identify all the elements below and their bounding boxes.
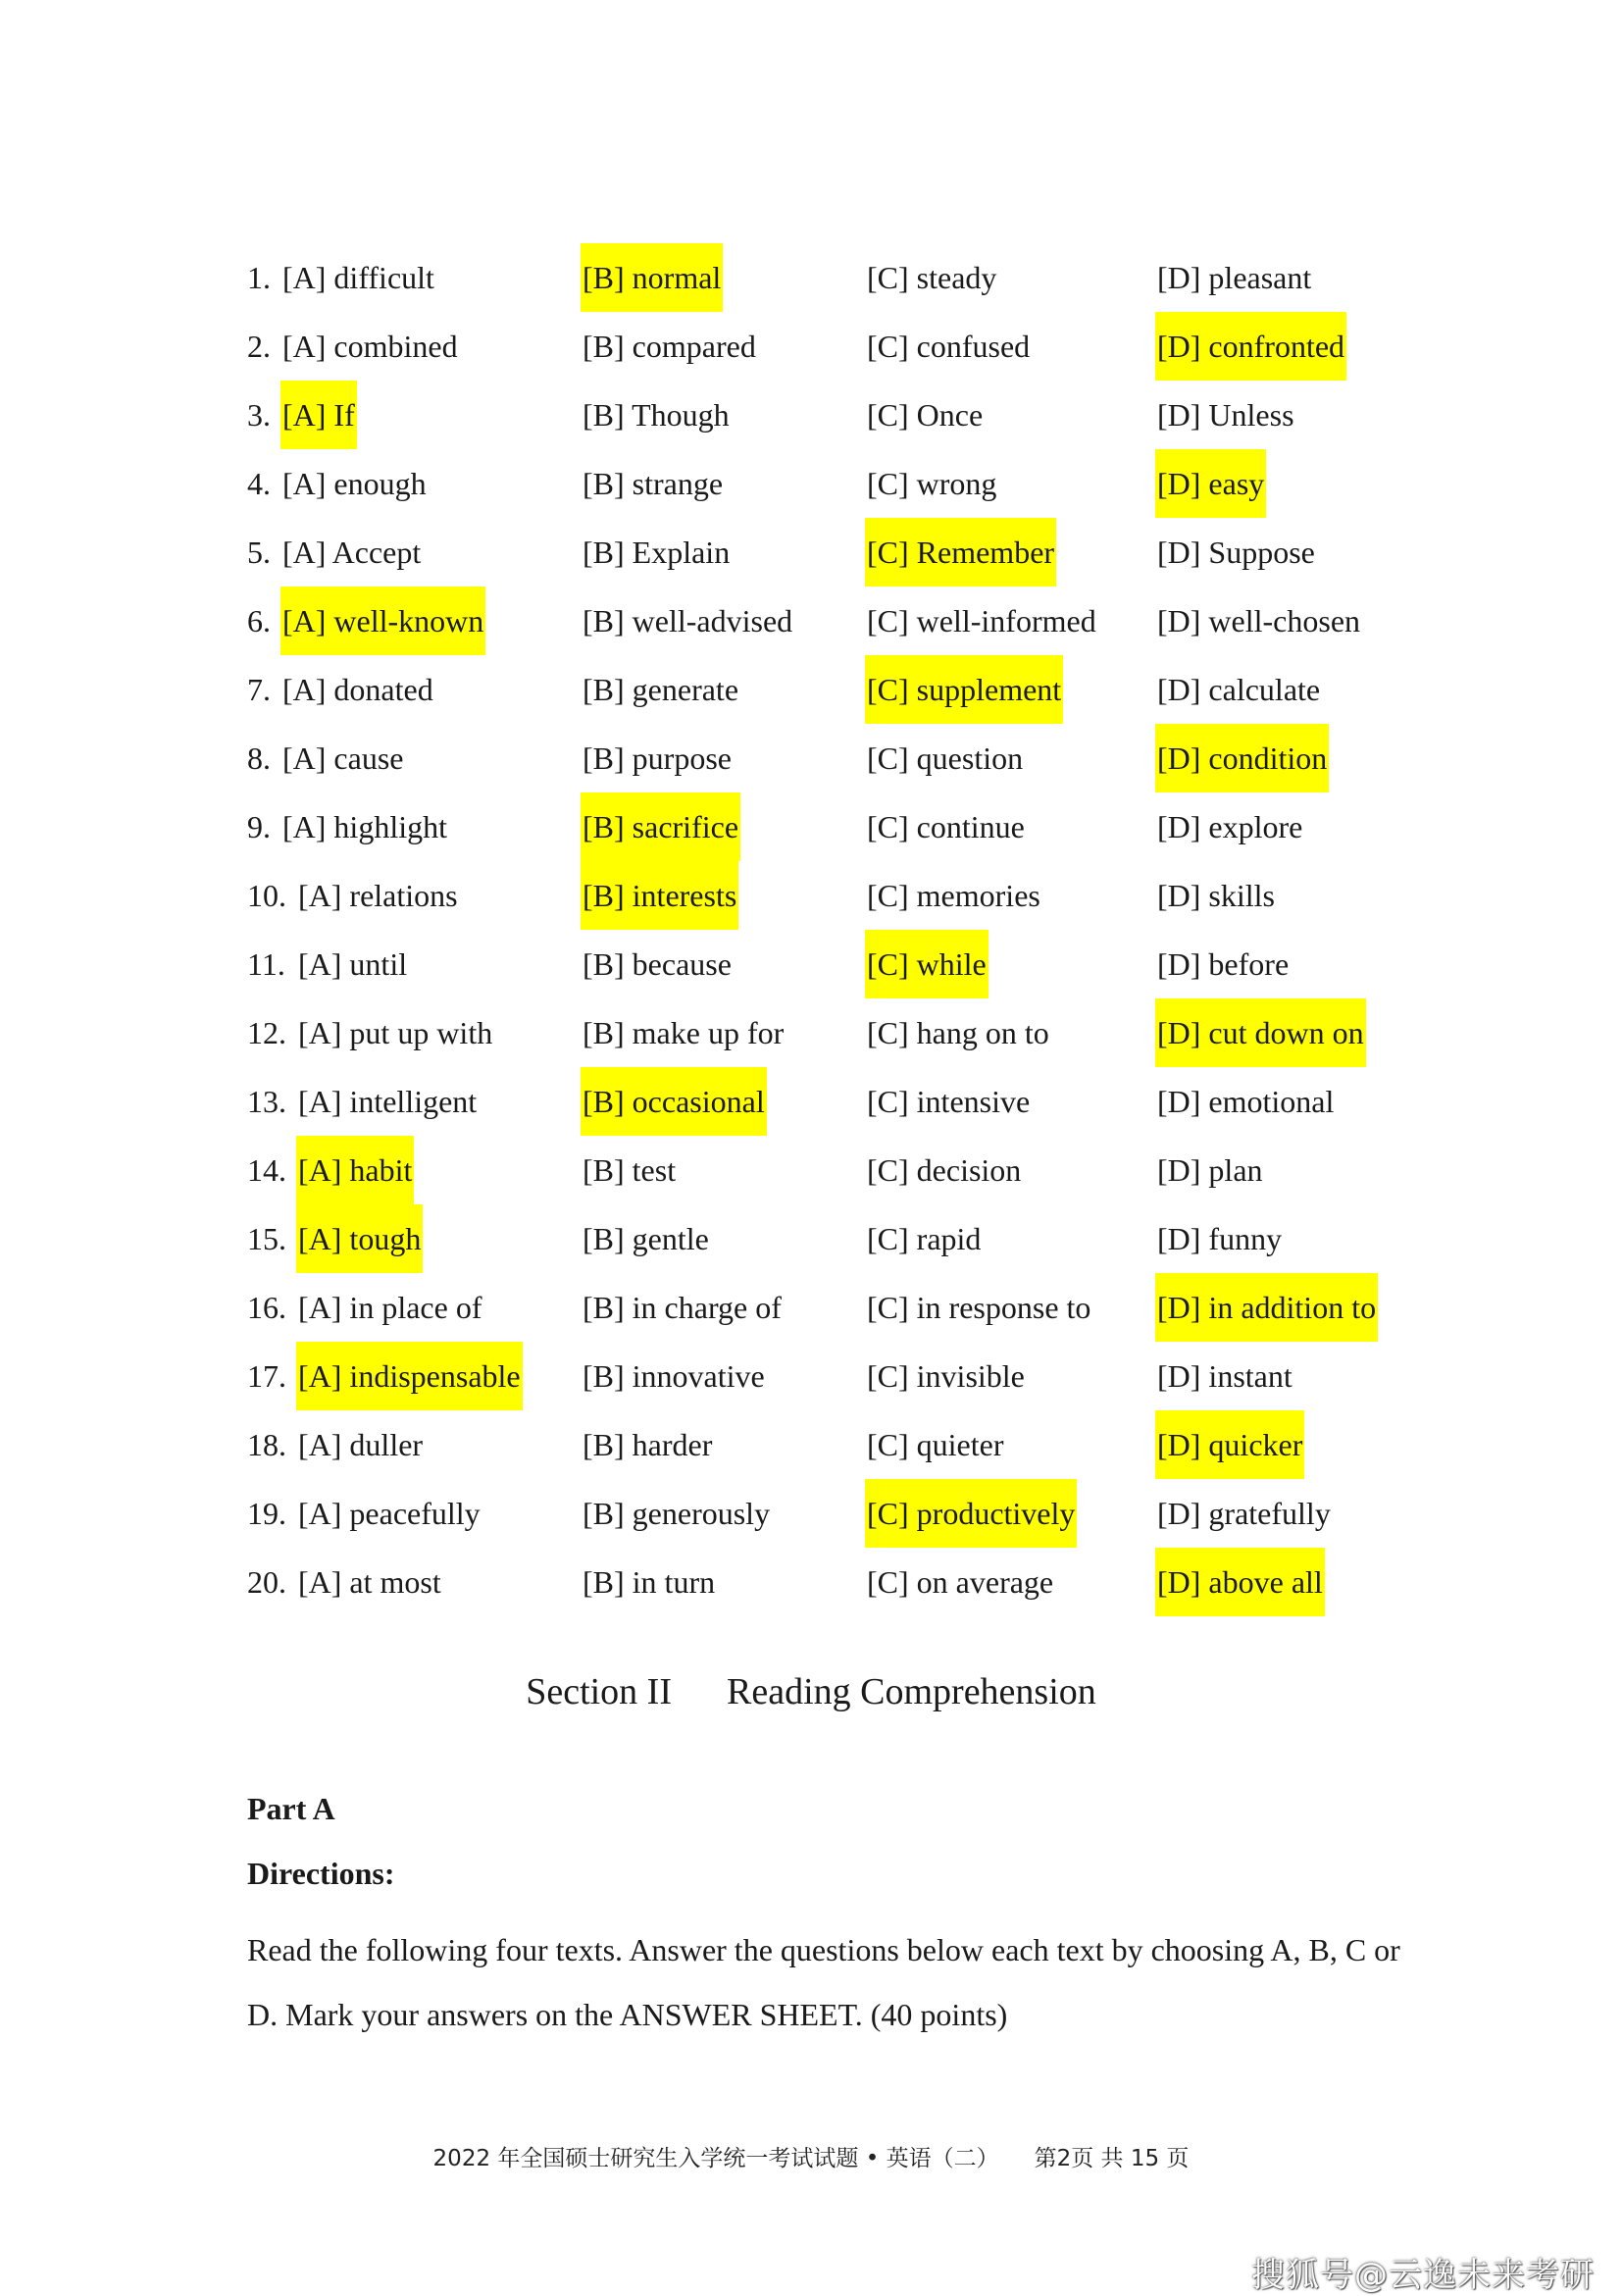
question-row xyxy=(247,587,1424,655)
question-number: 12. xyxy=(247,1015,286,1050)
question-number: 5. xyxy=(247,535,271,570)
option-c-highlighted: [C] supplement xyxy=(865,655,1063,724)
option-a: [A] duller xyxy=(298,1427,424,1462)
option-d: [D] Unless xyxy=(1157,397,1294,433)
question-row xyxy=(247,861,1424,930)
option-c: [C] continue xyxy=(867,809,1025,844)
option-d: [D] calculate xyxy=(1157,672,1321,707)
question-row xyxy=(247,518,1424,587)
option-b: [B] in charge of xyxy=(583,1290,782,1325)
question-row xyxy=(247,312,1424,381)
watermark-text: 搜狐号@云逸未来考研 xyxy=(1251,2256,1595,2295)
option-c: [C] question xyxy=(867,740,1024,776)
option-d: [D] Suppose xyxy=(1157,535,1315,570)
part-heading: Part A xyxy=(247,1791,335,1826)
option-d: [D] skills xyxy=(1157,878,1275,913)
option-b-highlighted: [B] interests xyxy=(581,861,738,930)
option-b: [B] because xyxy=(583,946,732,982)
option-b: [B] purpose xyxy=(583,740,732,776)
question-number: 17. xyxy=(247,1358,286,1394)
option-a-highlighted: [A] indispensable xyxy=(296,1342,523,1410)
option-c: [C] steady xyxy=(867,260,997,295)
question-number: 7. xyxy=(247,672,271,707)
option-d: [D] emotional xyxy=(1157,1084,1335,1119)
question-row xyxy=(247,792,1424,861)
option-c-highlighted: [C] productively xyxy=(865,1479,1077,1548)
option-d-highlighted: [D] condition xyxy=(1155,724,1329,792)
option-b: [B] generate xyxy=(583,672,739,707)
option-c: [C] Once xyxy=(867,397,984,433)
option-d-highlighted: [D] in addition to xyxy=(1155,1273,1378,1342)
option-a: [A] in place of xyxy=(298,1290,482,1325)
option-b-highlighted: [B] normal xyxy=(581,243,723,312)
question-number: 16. xyxy=(247,1290,286,1325)
option-a: [A] donated xyxy=(282,672,433,707)
option-a: [A] until xyxy=(298,946,408,982)
option-d-highlighted: [D] easy xyxy=(1155,449,1266,518)
option-c: [C] wrong xyxy=(867,466,997,501)
page-footer xyxy=(0,2140,1622,2172)
question-number: 3. xyxy=(247,397,271,433)
option-c: [C] confused xyxy=(867,329,1031,364)
option-c-highlighted: [C] while xyxy=(865,930,988,998)
option-a-highlighted: [A] tough xyxy=(296,1204,423,1273)
option-b: [B] compared xyxy=(583,329,756,364)
option-c: [C] well-informed xyxy=(867,603,1096,638)
question-number: 4. xyxy=(247,466,271,501)
option-c: [C] decision xyxy=(867,1152,1022,1188)
option-a-highlighted: [A] habit xyxy=(296,1136,414,1204)
option-a: [A] highlight xyxy=(282,809,447,844)
question-row xyxy=(247,1548,1424,1616)
option-b: [B] strange xyxy=(583,466,724,501)
option-d: [D] pleasant xyxy=(1157,260,1312,295)
section-heading xyxy=(0,1670,1622,1713)
question-row xyxy=(247,243,1424,312)
question-row xyxy=(247,1273,1424,1342)
cloze-options-list xyxy=(247,243,1424,1616)
question-number: 11. xyxy=(247,946,285,982)
question-number: 14. xyxy=(247,1152,286,1188)
option-a-highlighted: [A] If xyxy=(280,381,357,449)
directions-text: Read the following four texts. Answer the questions below each text by choosing A, B, C or D. Mark your answers on the ANSWER SHEET. (40 points) xyxy=(247,1932,1400,2032)
option-c-highlighted: [C] Remember xyxy=(865,518,1056,587)
question-row xyxy=(247,1136,1424,1204)
option-b: [B] in turn xyxy=(583,1564,716,1600)
option-d: [D] gratefully xyxy=(1157,1496,1331,1531)
option-b: [B] Explain xyxy=(583,535,731,570)
option-c: [C] intensive xyxy=(867,1084,1031,1119)
question-number: 15. xyxy=(247,1221,286,1256)
question-number: 19. xyxy=(247,1496,286,1531)
directions-label: Directions: xyxy=(247,1856,395,1891)
option-c: [C] memories xyxy=(867,878,1040,913)
option-d-highlighted: [D] quicker xyxy=(1155,1410,1304,1479)
section-name: Reading Comprehension xyxy=(727,1671,1096,1712)
option-d: [D] instant xyxy=(1157,1358,1293,1394)
question-row xyxy=(247,1067,1424,1136)
question-row xyxy=(247,655,1424,724)
option-b: [B] innovative xyxy=(583,1358,765,1394)
option-b: [B] generously xyxy=(583,1496,771,1531)
option-c: [C] quieter xyxy=(867,1427,1004,1462)
question-number: 6. xyxy=(247,603,271,638)
question-row xyxy=(247,381,1424,449)
option-c: [C] in response to xyxy=(867,1290,1091,1325)
option-b: [B] well-advised xyxy=(583,603,793,638)
option-b: [B] test xyxy=(583,1152,677,1188)
question-number: 20. xyxy=(247,1564,286,1600)
option-a: [A] put up with xyxy=(298,1015,493,1050)
question-number: 18. xyxy=(247,1427,286,1462)
option-a: [A] intelligent xyxy=(298,1084,478,1119)
option-d: [D] funny xyxy=(1157,1221,1283,1256)
question-row xyxy=(247,1479,1424,1548)
option-d-highlighted: [D] above all xyxy=(1155,1548,1325,1616)
option-d-highlighted: [D] cut down on xyxy=(1155,998,1366,1067)
option-b-highlighted: [B] occasional xyxy=(581,1067,767,1136)
option-d: [D] before xyxy=(1157,946,1290,982)
option-a: [A] enough xyxy=(282,466,427,501)
footer-page-number: 第2页 共 15 页 xyxy=(1034,2146,1190,2171)
option-a: [A] relations xyxy=(298,878,458,913)
question-row xyxy=(247,930,1424,998)
option-a: [A] peacefully xyxy=(298,1496,481,1531)
option-a: [A] combined xyxy=(282,329,458,364)
option-a: [A] difficult xyxy=(282,260,434,295)
option-d: [D] plan xyxy=(1157,1152,1263,1188)
question-number: 8. xyxy=(247,740,271,776)
footer-exam-title: 2022 年全国硕士研究生入学统一考试试题 • 英语（二） xyxy=(432,2146,999,2171)
option-b: [B] make up for xyxy=(583,1015,785,1050)
option-c: [C] on average xyxy=(867,1564,1054,1600)
question-number: 2. xyxy=(247,329,271,364)
question-number: 13. xyxy=(247,1084,286,1119)
question-row xyxy=(247,1204,1424,1273)
option-b-highlighted: [B] sacrifice xyxy=(581,792,740,861)
question-row xyxy=(247,1342,1424,1410)
question-number: 1. xyxy=(247,260,271,295)
question-row xyxy=(247,1410,1424,1479)
option-a-highlighted: [A] well-known xyxy=(280,587,485,655)
option-b: [B] gentle xyxy=(583,1221,709,1256)
option-c: [C] hang on to xyxy=(867,1015,1049,1050)
question-row xyxy=(247,998,1424,1067)
question-row xyxy=(247,449,1424,518)
option-b: [B] Though xyxy=(583,397,730,433)
option-a: [A] cause xyxy=(282,740,404,776)
question-number: 10. xyxy=(247,878,286,913)
option-c: [C] rapid xyxy=(867,1221,982,1256)
option-d-highlighted: [D] confronted xyxy=(1155,312,1346,381)
question-row xyxy=(247,724,1424,792)
section-label: Section II xyxy=(526,1671,672,1712)
option-d: [D] explore xyxy=(1157,809,1303,844)
option-a: [A] Accept xyxy=(282,535,422,570)
option-d: [D] well-chosen xyxy=(1157,603,1361,638)
option-c: [C] invisible xyxy=(867,1358,1025,1394)
option-a: [A] at most xyxy=(298,1564,441,1600)
question-number: 9. xyxy=(247,809,271,844)
option-b: [B] harder xyxy=(583,1427,713,1462)
